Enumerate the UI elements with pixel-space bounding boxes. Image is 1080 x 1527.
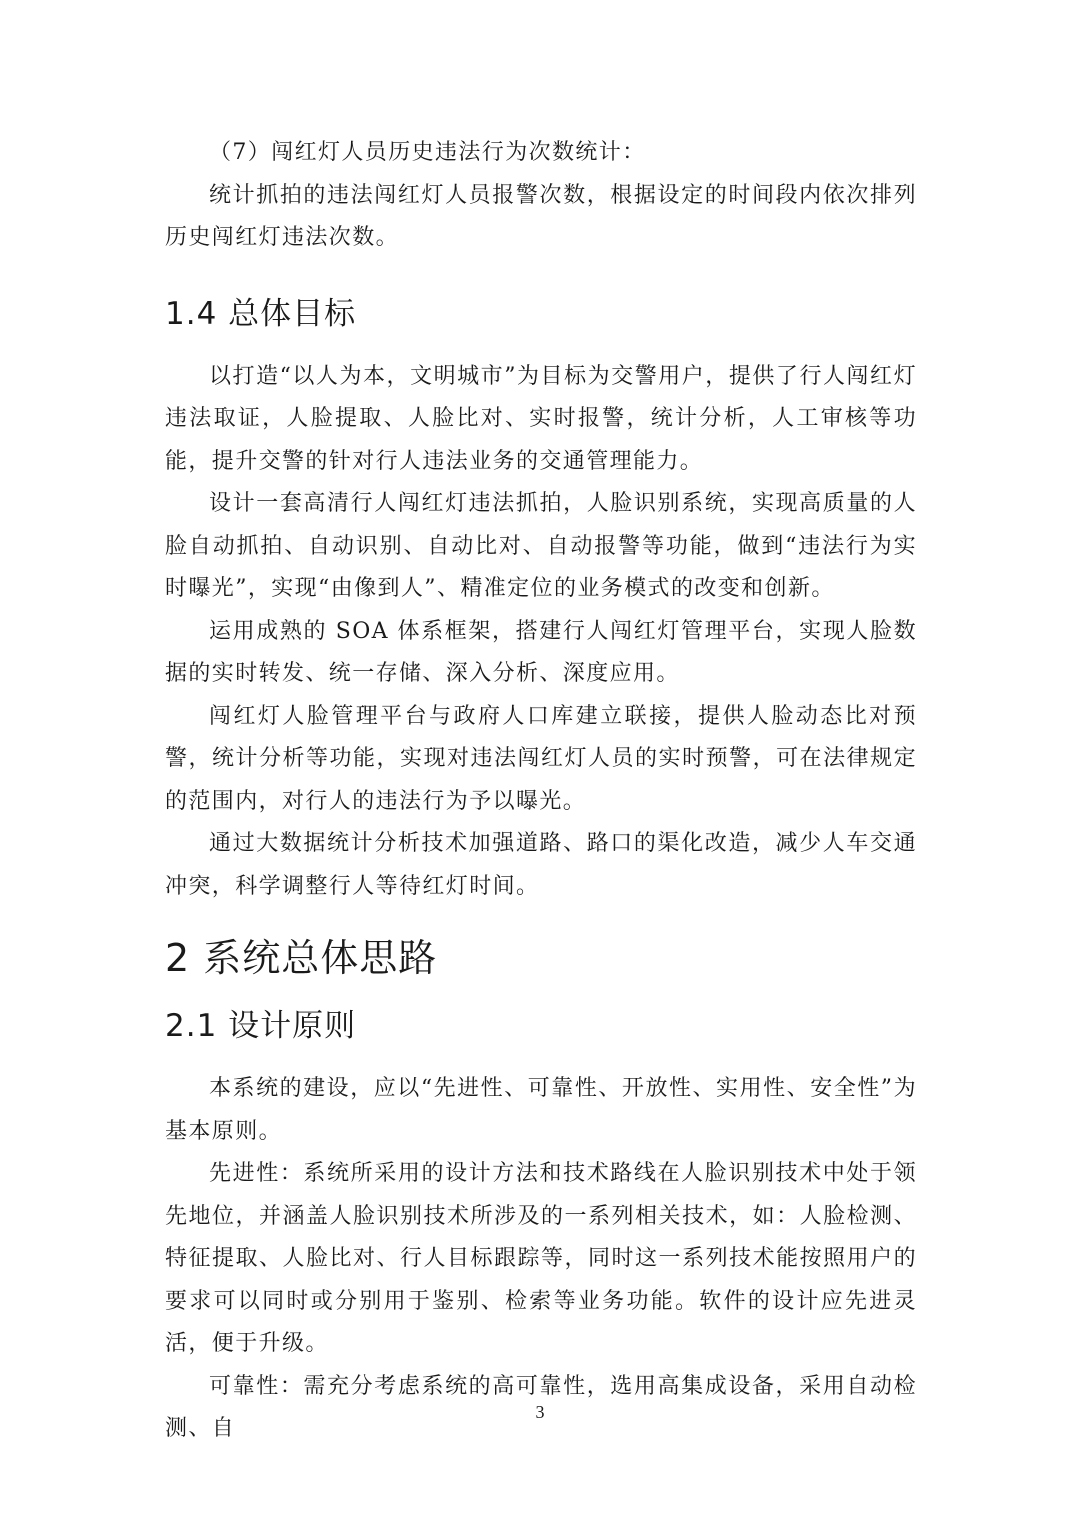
chapter-heading-2: 2 系统总体思路 [165,936,438,980]
paragraph: 运用成熟的 SOA 体系框架，搭建行人闯红灯管理平台，实现人脸数据的实时转发、统一存储、深入分析、深度应用。 [165,618,917,686]
page-content [165,132,917,1451]
page-number: 3 [535,1402,545,1422]
section-heading-1-4: 1.4 总体目标 [165,295,357,332]
list-item-7: （7）闯红灯人员历史违法行为次数统计： [209,140,646,165]
paragraph: 先进性：系统所采用的设计方法和技术路线在人脸识别技术中处于领先地位，并涵盖人脸识别技术所涉及的一系列相关技术，如：人脸检测、特征提取、人脸比对、行人目标跟踪等，同时这一系列技术能按照用户的要求可以同时或分别用于鉴别、检索等业务功能。软件的设计应先进灵活，便于升级。 [165,1161,917,1356]
paragraph: 本系统的建设，应以“先进性、可靠性、开放性、实用性、安全性”为基本原则。 [165,1076,917,1144]
paragraph: 可靠性：需充分考虑系统的高可靠性，选用高集成设备，采用自动检测、自 [165,1373,917,1441]
paragraph: 闯红灯人脸管理平台与政府人口库建立联接，提供人脸动态比对预警，统计分析等功能，实现对违法闯红灯人员的实时预警，可在法律规定的范围内，对行人的违法行为予以曝光。 [165,703,917,814]
paragraph: 统计抓拍的违法闯红灯人员报警次数，根据设定的时间段内依次排列历史闯红灯违法次数。 [165,182,917,250]
paragraph: 设计一套高清行人闯红灯违法抓拍，人脸识别系统，实现高质量的人脸自动抓拍、自动识别、自动比对、自动报警等功能，做到“违法行为实时曝光”，实现“由像到人”、精准定位的业务模式的改变和创新。 [165,491,917,601]
section-heading-2-1: 2.1 设计原则 [165,1008,357,1044]
paragraph: 以打造“以人为本，文明城市”为目标为交警用户，提供了行人闯红灯违法取证，人脸提取、人脸比对、实时报警，统计分析，人工审核等功能，提升交警的针对行人违法业务的交通管理能力。 [165,363,917,474]
paragraph: 通过大数据统计分析技术加强道路、路口的渠化改造，减少人车交通冲突，科学调整行人等待红灯时间。 [165,831,917,899]
